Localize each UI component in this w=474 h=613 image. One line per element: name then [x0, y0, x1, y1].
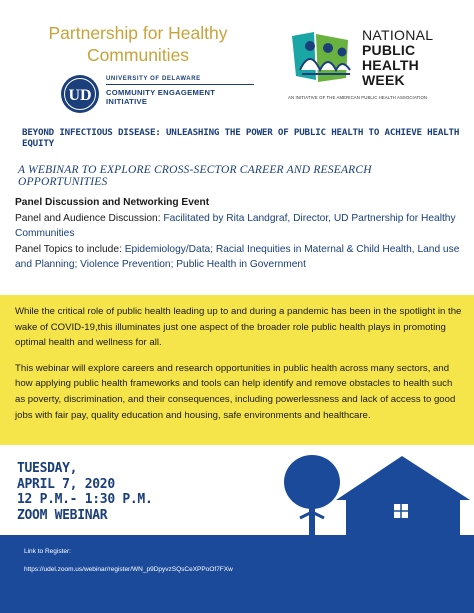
nphw-initiative-label: AN INITIATIVE OF THE AMERICAN PUBLIC HEALTH ASSOCIATION: [288, 95, 428, 100]
event-format: ZOOM WEBINAR: [17, 507, 108, 523]
ud-university-label: UNIVERSITY OF DELAWARE: [106, 76, 201, 82]
description-paragraph-2: This webinar will explore careers and research opportunities in public health across many sectors, and how applying public health frameworks and tools can help identify and remove obstacles to health such as poverty, discrimination, and their consequences, including powerlessness and lack of access to good jobs with fair pay, quality education and housing, safe environments and healthcare.: [15, 362, 456, 421]
event-headline: BEYOND INFECTIOUS DISEASE: UNLEASHING THE POWER OF PUBLIC HEALTH TO ACHIEVE HEALTH EQUITY: [22, 127, 460, 149]
panel-discussion-line: [15, 211, 465, 242]
register-link[interactable]: https://udel.zoom.us/webinar/register/WN_p9DpyvzSQsCeXPPoOf7FXw: [24, 566, 233, 573]
ud-cei-line2: INITIATIVE: [106, 97, 148, 106]
description-paragraph-1: While the critical role of public health leading up to and during a pandemic has been in the spotlight in the wake of COVID-19,this illuminates just one aspect of the broader role public health plays in promoting optimal health and wellness for all.: [15, 306, 462, 349]
ud-divider: [106, 84, 254, 85]
event-details: [17, 461, 152, 523]
event-date: APRIL 7, 2020: [17, 476, 115, 492]
ud-logo-icon: [60, 74, 100, 114]
nphw-logo-block: [288, 22, 468, 112]
nphw-national: NATIONAL: [362, 27, 434, 43]
panel-section: [15, 195, 465, 273]
event-time: 12 P.M.- 1:30 P.M.: [17, 492, 153, 508]
partnership-title: Partnership for Healthy Communities: [48, 23, 228, 65]
panel-discussion-label: Panel and Audience Discussion:: [15, 212, 164, 224]
event-subheadline: A WEBINAR TO EXPLORE CROSS-SECTOR CAREER AND RESEARCH OPPORTUNITIES: [18, 164, 372, 188]
nphw-public: PUBLIC: [362, 42, 416, 58]
footer-bar: [0, 535, 474, 613]
description-text: [15, 304, 465, 423]
tree-icon: [284, 455, 340, 540]
panel-topics-line: [15, 242, 465, 273]
svg-text:UD: UD: [68, 87, 92, 104]
panel-topics-label: Panel Topics to include:: [15, 243, 125, 255]
panel-discussion-value: Facilitated by Rita Landgraf, Director, UD Partnership for Healthy Communities: [15, 212, 456, 240]
panel-title: Panel Discussion and Networking Event: [15, 197, 210, 208]
nphw-health: HEALTH: [362, 57, 419, 73]
nphw-week: WEEK: [362, 72, 405, 88]
ud-cei-line1: COMMUNITY ENGAGEMENT: [106, 88, 216, 97]
panel-topics-value: Epidemiology/Data; Racial Inequities in Maternal & Child Health, Land use and Planning; Violence Prevention; Public Health in Government: [15, 243, 460, 271]
event-day: TUESDAY,: [17, 461, 78, 476]
house-icon: [336, 456, 470, 542]
register-link-label: Link to Register:: [24, 548, 71, 555]
nphw-logo-icon: [288, 28, 364, 90]
ud-cei-logo: [60, 74, 260, 116]
